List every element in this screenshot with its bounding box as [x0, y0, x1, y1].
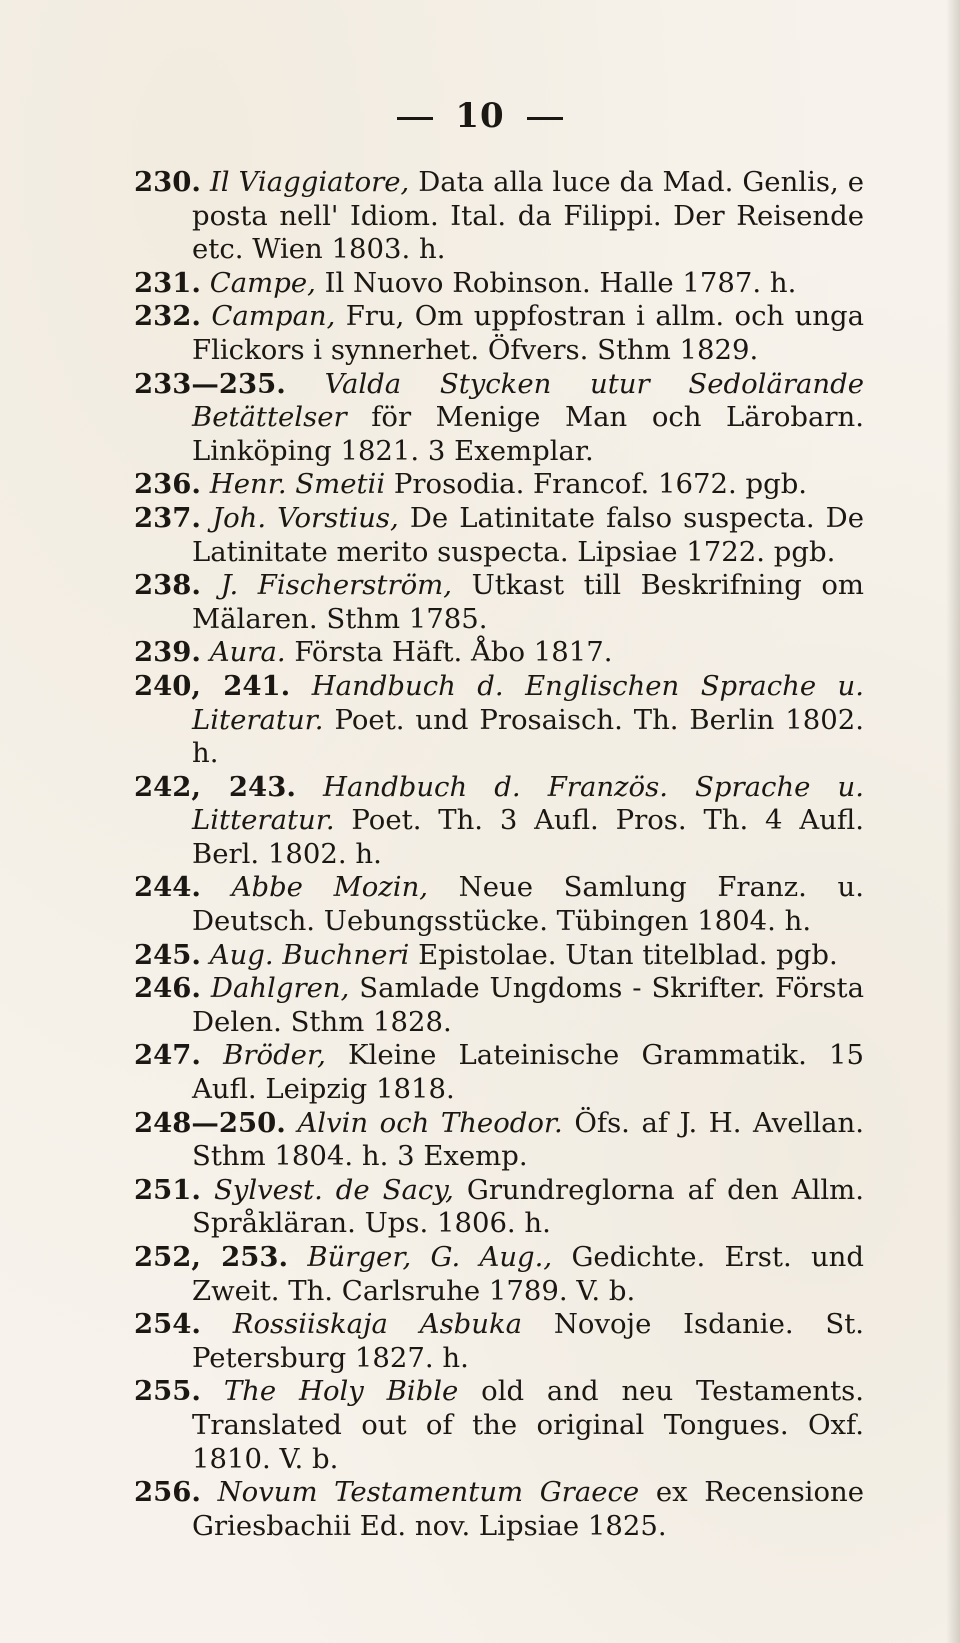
catalog-entry: [134, 670, 864, 771]
entry-number: 240, 241.: [134, 669, 291, 702]
catalog-entry: [134, 1308, 864, 1375]
entry-title: Aug. Buchneri: [209, 938, 410, 971]
catalog-entry: [134, 267, 864, 301]
entry-details: old and neu Testaments. Translated out of the original Tongues. Oxf. 1810. V. b.: [192, 1375, 864, 1475]
entry-title: Bürger, G. Aug.,: [307, 1241, 553, 1273]
entry-number: 233—235.: [134, 367, 286, 400]
entry-number: 232.: [134, 300, 201, 333]
entry-title: The Holy Bible: [223, 1375, 459, 1408]
entry-title: Alvin och Theodor.: [297, 1106, 563, 1139]
entry-title: Aura.: [209, 636, 286, 669]
catalog-entries: [134, 166, 864, 1543]
catalog-entry: [134, 1039, 864, 1106]
entry-details: Första Häft. Åbo 1817.: [294, 636, 613, 669]
entry-title: Joh. Vorstius,: [212, 501, 399, 534]
entry-details: Poet. Th. 3 Aufl. Pros. Th. 4 Aufl. Berl. 1802. h.: [192, 804, 864, 870]
entry-number: 230.: [134, 166, 201, 198]
entry-number: 256.: [134, 1476, 201, 1509]
entry-details: Data alla luce da Mad. Genlis, e posta nell' Idiom. Ital. da Filippi. Der Reisende etc. Wien 1803. h.: [192, 166, 864, 266]
catalog-entry: [134, 1375, 864, 1476]
page-header: [0, 96, 960, 136]
entry-title: Handbuch d. Englischen Sprache u. Literatur.: [192, 669, 864, 736]
entry-details: Öfs. af J. H. Avellan. Sthm 1804. h. 3 Exemp.: [192, 1106, 864, 1173]
entry-number: 254.: [134, 1308, 201, 1341]
entry-title: Il Viaggiatore,: [209, 166, 410, 198]
entry-number: 245.: [134, 938, 201, 971]
catalog-entry: [134, 939, 864, 973]
entry-title: Sylvest. de Sacy,: [213, 1173, 454, 1206]
catalog-entry: [134, 1174, 864, 1241]
entry-number: 252, 253.: [134, 1241, 289, 1273]
entry-details: Poet. und Prosaisch. Th. Berlin 1802. h.: [192, 703, 864, 770]
entry-title: Henr. Smetii: [209, 468, 386, 501]
entry-details: Kleine Lateinische Grammatik. 15 Aufl. Leipzig 1818.: [192, 1039, 864, 1106]
entry-number: 244.: [134, 871, 201, 904]
header-dash-left: [397, 117, 433, 120]
entry-number: 239.: [134, 636, 201, 669]
entry-details: Utkast till Beskrifning om Mälaren. Sthm 1785.: [192, 569, 864, 635]
catalog-entry: [134, 368, 864, 469]
entry-number: 237.: [134, 501, 201, 534]
catalog-entry: [134, 771, 864, 872]
entry-number: 231.: [134, 266, 201, 299]
entry-title: Campan,: [211, 300, 336, 333]
catalog-entry: [134, 300, 864, 367]
entry-details: Neue Samlung Franz. u. Deutsch. Uebungsstücke. Tübingen 1804. h.: [192, 871, 864, 938]
entry-title: Valda Stycken utur Sedolärande Betättelser: [192, 367, 864, 434]
entry-details: för Menige Man och Lärobarn. Linköping 1821. 3 Exemplar.: [192, 401, 864, 467]
entry-number: 246.: [134, 972, 201, 1005]
entry-number: 255.: [134, 1375, 201, 1408]
entry-details: Gedichte. Erst. und Zweit. Th. Carlsruhe 1789. V. b.: [192, 1241, 864, 1307]
catalog-entry: [134, 972, 864, 1039]
catalog-entry: [134, 1476, 864, 1543]
entry-title: Campe,: [209, 266, 316, 299]
entry-details: Samlade Ungdoms - Skrifter. Första Delen. Sthm 1828.: [192, 972, 864, 1038]
entry-details: Epistolae. Utan titelblad. pgb.: [418, 938, 838, 971]
catalog-entry: [134, 871, 864, 938]
entry-number: 251.: [134, 1173, 201, 1206]
catalog-entry: [134, 636, 864, 670]
catalog-entry: [134, 502, 864, 569]
entry-number: 242, 243.: [134, 770, 296, 803]
page-edge-shadow: [946, 0, 960, 1643]
entry-title: Abbe Mozin,: [231, 871, 429, 904]
header-dash-right: [527, 117, 563, 120]
entry-details: Novoje Isdanie. St. Petersburg 1827. h.: [192, 1308, 865, 1374]
catalog-entry: [134, 569, 864, 636]
entry-title: Rossiiskaja Asbuka: [232, 1308, 523, 1341]
entry-details: ex Recensione Griesbachii Ed. nov. Lipsiae 1825.: [192, 1476, 865, 1542]
entry-title: Handbuch d. Französ. Sprache u. Litteratur.: [192, 770, 864, 837]
entry-details: De Latinitate falso suspecta. De Latinitate merito suspecta. Lipsiae 1722. pgb.: [192, 501, 864, 568]
catalog-entry: [134, 468, 864, 502]
page-number: 10: [455, 96, 505, 136]
catalog-entry: [134, 1107, 864, 1174]
entry-number: 248—250.: [134, 1106, 286, 1139]
entry-details: Prosodia. Francof. 1672. pgb.: [393, 468, 808, 501]
entry-number: 247.: [134, 1039, 201, 1072]
entry-number: 236.: [134, 468, 201, 501]
entry-details: Il Nuovo Robinson. Halle 1787. h.: [324, 266, 797, 299]
catalog-entry: [134, 1241, 864, 1308]
entry-number: 238.: [134, 569, 201, 602]
entry-details: Grundreglorna af den Allm. Språkläran. Ups. 1806. h.: [192, 1173, 864, 1240]
entry-title: Bröder,: [223, 1039, 326, 1072]
entry-details: Fru, Om uppfostran i allm. och unga Flickors i synnerhet. Öfvers. Sthm 1829.: [192, 300, 864, 366]
catalog-entry: [134, 166, 864, 267]
entry-title: Novum Testamentum Graece: [217, 1476, 640, 1509]
entry-title: Dahlgren,: [210, 972, 350, 1005]
entry-title: J. Fischerström,: [220, 569, 452, 602]
